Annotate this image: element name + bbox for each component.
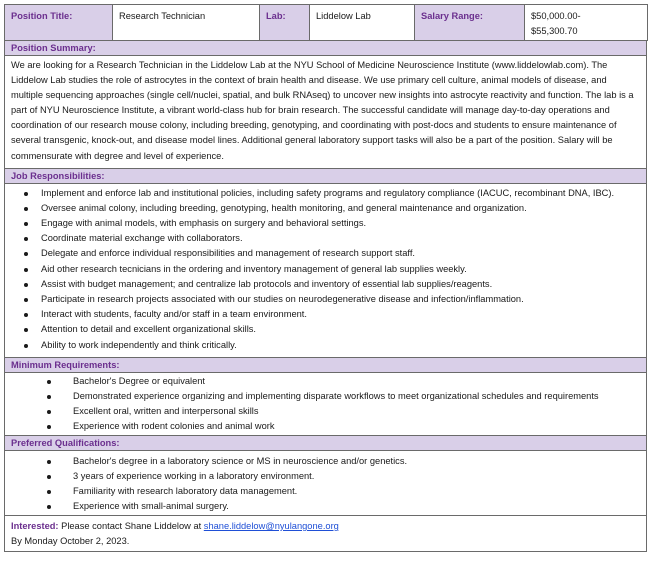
list-item: Experience with small-animal surgery.	[73, 499, 646, 514]
list-item: Implement and enforce lab and institutional policies, including safety programs and regulatory compliance (IACUC, recombinant DNA, IBC).	[41, 186, 646, 201]
salary-range-line-1: $50,000.00-	[531, 11, 581, 21]
list-item: Oversee animal colony, including breeding, genotyping, health monitoring, and general maintenance and organization.	[41, 201, 646, 216]
job-posting	[4, 4, 648, 580]
list-item: Coordinate material exchange with collaborators.	[41, 231, 646, 246]
list-item: Interact with students, faculty and/or staff in a team environment.	[41, 307, 646, 322]
lab-label: Lab:	[260, 5, 310, 41]
contact-email-link[interactable]: shane.liddelow@nyulangone.org	[203, 520, 339, 531]
salary-range-line-2: $55,300.70	[531, 26, 578, 36]
position-title-label: Position Title:	[5, 5, 113, 41]
list-item: Participate in research projects associated with our studies on neurodegenerative disease and infection/inflammation.	[41, 292, 646, 307]
contact-section	[5, 516, 646, 551]
list-item: Excellent oral, written and interpersonal skills	[73, 404, 646, 419]
job-responsibilities-heading: Job Responsibilities:	[5, 169, 646, 184]
minimum-requirements-list	[5, 373, 646, 436]
position-summary-text: We are looking for a Research Technician in the Liddelow Lab at the NYU School of Medicine Neuroscience Institute (www.liddelowlab.com). The Liddelow Lab studies the role of astrocytes in the context of brain health and disease. We use primary cell culture, animal models of disease, and multiple sequencing approaches (single cell/nuclei, spatial, and bulk RNAseq) to uncover new insights into astrocyte reactivity and function. The lab is a part of NYU Neuroscience Institute, a vibrant world-class hub for brain research. The successful candidate will manage day-to-day operations and coordination of our research mouse colony, including breeding, genotyping, and coordinating with post-docs and students to ensure maintenance of several transgenic, knock-out, and disease model lines. Additional general laboratory support tasks will also be a part of the position. Salary will be commensurate with degree and level of experience.	[5, 56, 646, 169]
list-item: Attention to detail and excellent organizational skills.	[41, 322, 646, 337]
contact-text: Please contact Shane Liddelow at	[61, 520, 202, 531]
list-item: Ability to work independently and think critically.	[41, 338, 646, 353]
salary-range-value	[525, 5, 648, 41]
posting-body	[4, 41, 647, 552]
preferred-qualifications-heading: Preferred Qualifications:	[5, 436, 646, 451]
list-item: Bachelor's Degree or equivalent	[73, 374, 646, 389]
minimum-requirements-heading: Minimum Requirements:	[5, 358, 646, 373]
job-responsibilities-list	[5, 184, 646, 358]
list-item: Engage with animal models, with emphasis on surgery and behavioral settings.	[41, 216, 646, 231]
list-item: Aid other research tecnicians in the ordering and inventory management of general lab supplies weekly.	[41, 262, 646, 277]
list-item: Bachelor's degree in a laboratory science or MS in neuroscience and/or genetics.	[73, 454, 646, 469]
list-item: Familiarity with research laboratory data management.	[73, 484, 646, 499]
salary-range-label: Salary Range:	[415, 5, 525, 41]
list-item: 3 years of experience working in a laboratory environment.	[73, 469, 646, 484]
lab-value: Liddelow Lab	[310, 5, 415, 41]
list-item: Assist with budget management; and centralize lab protocols and inventory of essential lab supplies/reagents.	[41, 277, 646, 292]
interested-label: Interested:	[11, 520, 59, 531]
list-item: Demonstrated experience organizing and implementing disparate workflows to meet organizational schedules and requirements	[73, 389, 646, 404]
position-summary-heading: Position Summary:	[5, 41, 646, 56]
list-item: Experience with rodent colonies and animal work	[73, 419, 646, 434]
deadline-text: By Monday October 2, 2023.	[11, 535, 130, 546]
preferred-qualifications-list	[5, 451, 646, 516]
contact-line	[11, 519, 640, 534]
position-title-value: Research Technician	[113, 5, 260, 41]
header-table	[4, 4, 648, 41]
list-item: Delegate and enforce individual responsibilities and management of research support staff.	[41, 246, 646, 261]
